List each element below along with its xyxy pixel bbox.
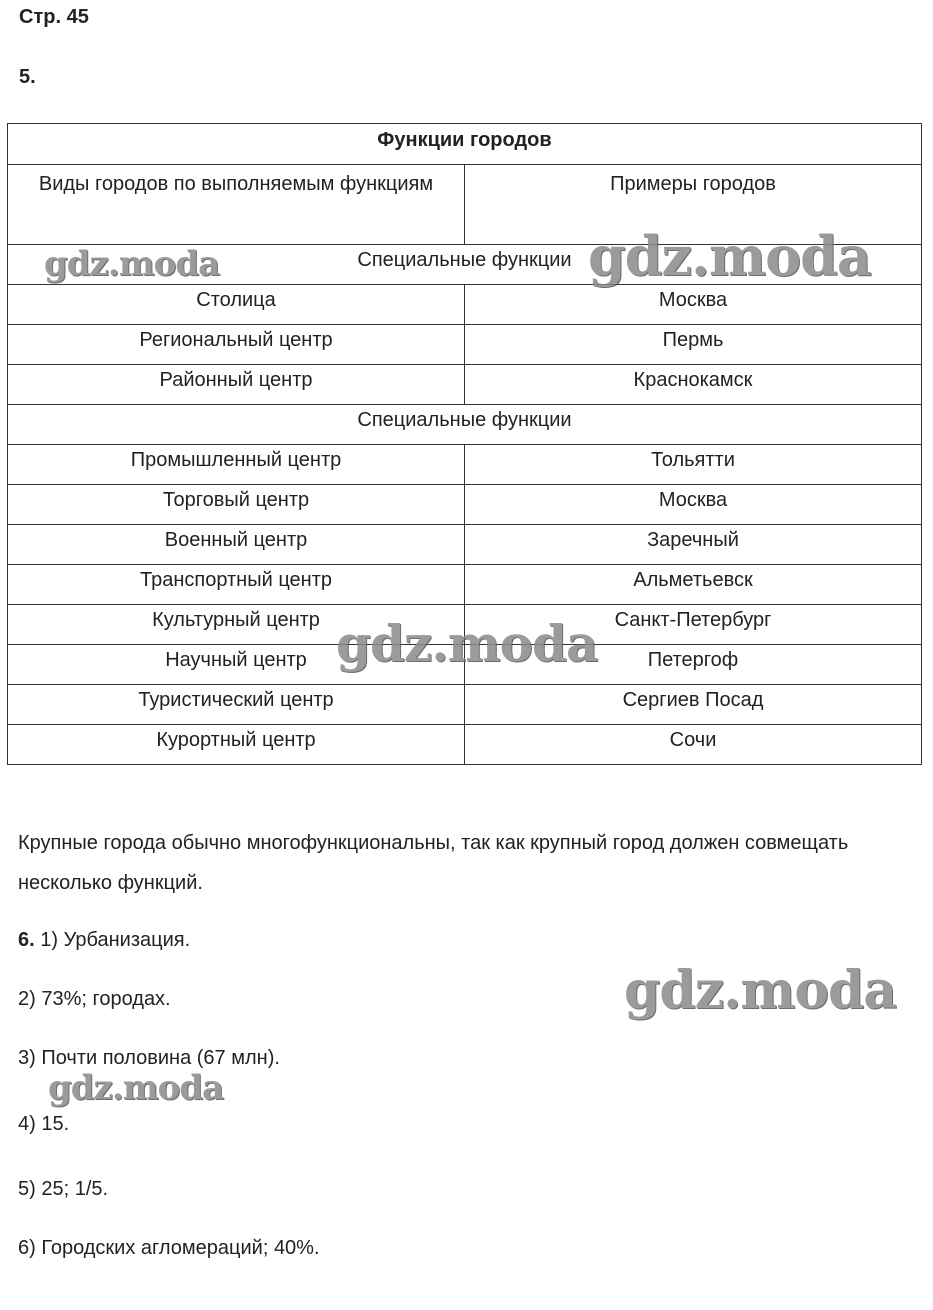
city-type-cell: Курортный центр [8, 725, 465, 765]
task-5-label: 5. [19, 66, 36, 88]
city-type-cell: Туристический центр [8, 685, 465, 725]
task-6-answer-1 [18, 920, 190, 960]
paragraph-large-cities: Крупные города обычно многофункциональны, так как крупный город должен совмещать несколько функций. [18, 832, 849, 894]
city-functions-table [7, 123, 922, 765]
city-example-cell: Москва [465, 285, 922, 325]
city-example-cell: Краснокамск [465, 365, 922, 405]
city-example-cell: Альметьевск [465, 565, 922, 605]
task-6-answer-4: 4) 15. [18, 1113, 70, 1135]
table-row [8, 605, 922, 645]
city-type-cell: Торговый центр [8, 485, 465, 525]
table-row [8, 445, 922, 485]
column-header-examples: Примеры городов [465, 165, 922, 245]
task-6-label: 6. [18, 929, 35, 951]
city-example-cell: Заречный [465, 525, 922, 565]
table-row [8, 285, 922, 325]
task-6-answer-6: 6) Городских агломераций; 40%. [18, 1237, 320, 1259]
table-row [8, 325, 922, 365]
city-type-cell: Военный центр [8, 525, 465, 565]
table-row [8, 485, 922, 525]
watermark: gdz.moda [44, 244, 220, 284]
watermark: gdz.moda [336, 614, 598, 673]
task-6-answer-3: 3) Почти половина (67 млн). [18, 1047, 280, 1069]
city-type-cell: Столица [8, 285, 465, 325]
section-row: Специальные функции [8, 405, 922, 445]
table-row [8, 365, 922, 405]
city-example-cell: Тольятти [465, 445, 922, 485]
city-example-cell: Санкт-Петербург [465, 605, 922, 645]
table-title: Функции городов [8, 124, 922, 165]
column-header-types: Виды городов по выполняемым функциям [8, 165, 465, 245]
answer-text: 1) Урбанизация. [40, 929, 191, 951]
watermark: gdz.moda [48, 1068, 224, 1108]
city-example-cell: Пермь [465, 325, 922, 365]
table-row [8, 725, 922, 765]
table-row [8, 645, 922, 685]
city-type-cell: Транспортный центр [8, 565, 465, 605]
watermark: gdz.moda [624, 960, 897, 1021]
city-example-cell: Сергиев Посад [465, 685, 922, 725]
city-type-cell: Региональный центр [8, 325, 465, 365]
task-6-answer-2: 2) 73%; городах. [18, 988, 171, 1010]
table-row [8, 565, 922, 605]
city-type-cell: Научный центр [8, 645, 465, 685]
table-row [8, 525, 922, 565]
city-example-cell: Сочи [465, 725, 922, 765]
page-number: Стр. 45 [19, 6, 89, 28]
city-example-cell: Петергоф [465, 645, 922, 685]
city-example-cell: Москва [465, 485, 922, 525]
task-6-answer-5: 5) 25; 1/5. [18, 1178, 109, 1200]
city-type-cell: Культурный центр [8, 605, 465, 645]
watermark: gdz.moda [588, 224, 871, 288]
city-type-cell: Промышленный центр [8, 445, 465, 485]
city-type-cell: Районный центр [8, 365, 465, 405]
table-row [8, 685, 922, 725]
section-row: Специальные функции [8, 245, 922, 285]
